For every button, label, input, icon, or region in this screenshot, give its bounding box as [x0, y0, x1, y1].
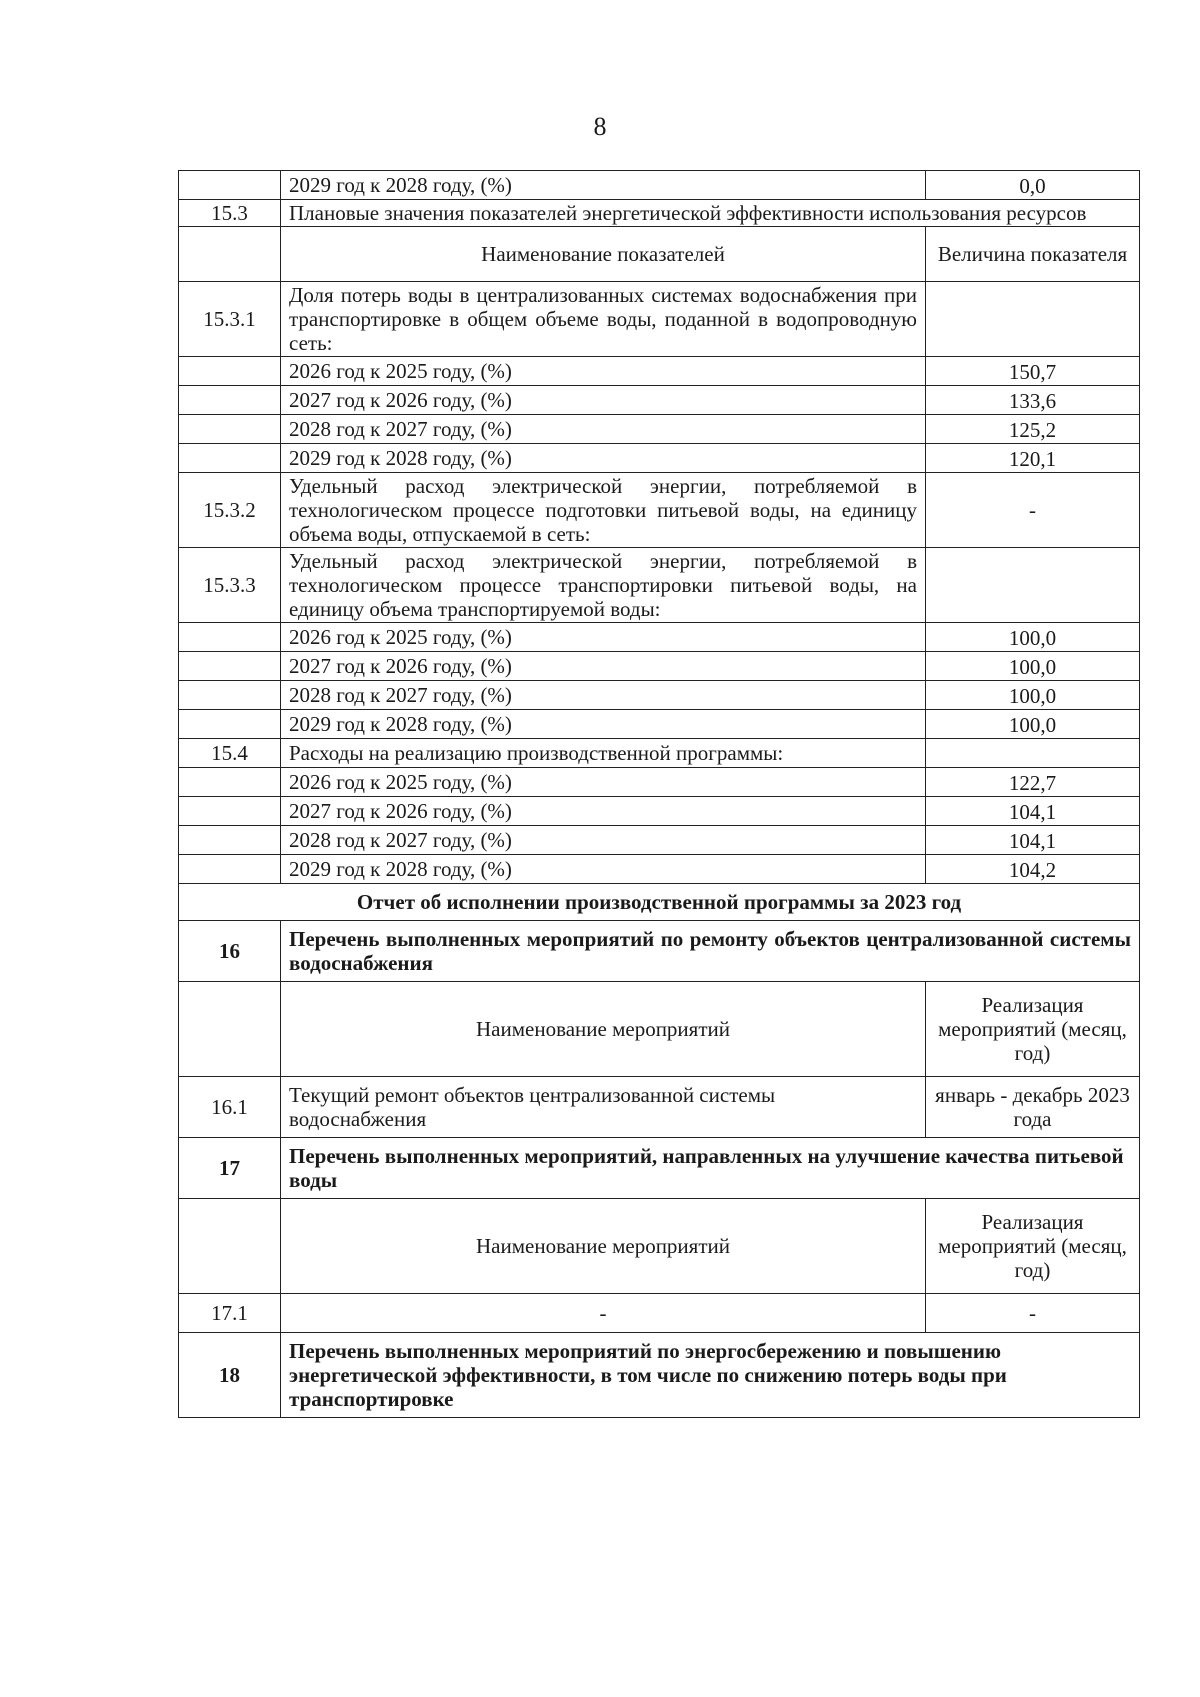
page-number: 8 [593, 112, 607, 141]
row-value: 104,2 [926, 855, 1140, 884]
row-value: 100,0 [926, 681, 1140, 710]
column-header-value: Реализация мероприятий (месяц, год) [926, 982, 1140, 1077]
table-row-section-17 [179, 1138, 1140, 1199]
row-number-cell [179, 415, 281, 444]
table-row [179, 415, 1140, 444]
row-number-cell [179, 623, 281, 652]
table-row-15-3-2 [179, 473, 1140, 548]
row-value: январь - декабрь 2023 года [926, 1077, 1140, 1138]
table-row-16-1 [179, 1077, 1140, 1138]
table-row [179, 710, 1140, 739]
row-number-cell [179, 826, 281, 855]
table-row-15-3-3 [179, 548, 1140, 623]
document-table [178, 170, 1140, 1418]
row-number-cell [179, 681, 281, 710]
table-row [179, 623, 1140, 652]
row-value: 120,1 [926, 444, 1140, 473]
row-label: 2027 год к 2026 году, (%) [281, 797, 926, 826]
table-row [179, 386, 1140, 415]
table-row [179, 768, 1140, 797]
row-number-cell [179, 855, 281, 884]
row-value: 125,2 [926, 415, 1140, 444]
row-number: 17.1 [179, 1294, 281, 1333]
section-heading: Плановые значения показателей энергетической эффективности использования ресурсов [281, 200, 1140, 227]
row-label: Удельный расход электрической энергии, потребляемой в технологическом процессе транспортировки питьевой воды, на единицу объема транспортируемой воды: [281, 548, 926, 623]
row-label: 2029 год к 2028 году, (%) [281, 444, 926, 473]
row-number: 15.4 [179, 739, 281, 768]
table-row [179, 855, 1140, 884]
row-label: 2027 год к 2026 году, (%) [281, 652, 926, 681]
row-value: 133,6 [926, 386, 1140, 415]
row-number-cell [179, 710, 281, 739]
row-number-cell [179, 652, 281, 681]
row-label: 2026 год к 2025 году, (%) [281, 623, 926, 652]
row-label: Удельный расход электрической энергии, потребляемой в технологическом процессе подготовки питьевой воды, на единицу объема воды, отпускаемой в сеть: [281, 473, 926, 548]
row-value: 100,0 [926, 652, 1140, 681]
row-number-cell [179, 1199, 281, 1294]
row-value: 104,1 [926, 797, 1140, 826]
row-value: 100,0 [926, 623, 1140, 652]
table-row-section-15-3 [179, 200, 1140, 227]
table-row [179, 681, 1140, 710]
table-row-section-16 [179, 921, 1140, 982]
row-label: 2028 год к 2027 году, (%) [281, 826, 926, 855]
row-number: 15.3.3 [179, 548, 281, 623]
row-number-cell [179, 386, 281, 415]
row-number: 15.3.2 [179, 473, 281, 548]
row-number: 15.3 [179, 200, 281, 227]
table-row [179, 171, 1140, 200]
section-heading: Перечень выполненных мероприятий, направленных на улучшение качества питьевой воды [281, 1138, 1140, 1199]
row-label: Доля потерь воды в централизованных системах водоснабжения при транспортировке в общем объеме воды, поданной в водопроводную сеть: [281, 282, 926, 357]
row-value: 122,7 [926, 768, 1140, 797]
row-value [926, 282, 1140, 357]
column-header-name: Наименование показателей [281, 227, 926, 282]
row-number: 18 [179, 1333, 281, 1418]
row-value: - [926, 473, 1140, 548]
table-row [179, 652, 1140, 681]
row-value: 150,7 [926, 357, 1140, 386]
row-label: 2029 год к 2028 году, (%) [281, 171, 926, 200]
section-heading: Перечень выполненных мероприятий по ремонту объектов централизованной системы водоснабжения [281, 921, 1140, 982]
table-row-15-4 [179, 739, 1140, 768]
row-number: 16 [179, 921, 281, 982]
row-label: Расходы на реализацию производственной программы: [281, 739, 926, 768]
row-number-cell [179, 797, 281, 826]
table-row-17-1 [179, 1294, 1140, 1333]
row-value: - [926, 1294, 1140, 1333]
table-row-section-18 [179, 1333, 1140, 1418]
report-title-row [179, 884, 1140, 921]
table-header-row [179, 1199, 1140, 1294]
row-value: 100,0 [926, 710, 1140, 739]
table-row-15-3-1 [179, 282, 1140, 357]
column-header-name: Наименование мероприятий [281, 982, 926, 1077]
row-label: 2027 год к 2026 году, (%) [281, 386, 926, 415]
table-header-row [179, 982, 1140, 1077]
row-value: 104,1 [926, 826, 1140, 855]
row-label: 2026 год к 2025 году, (%) [281, 357, 926, 386]
table-row [179, 357, 1140, 386]
table-row [179, 826, 1140, 855]
row-number: 17 [179, 1138, 281, 1199]
column-header-value: Реализация мероприятий (месяц, год) [926, 1199, 1140, 1294]
table-row [179, 797, 1140, 826]
report-title: Отчет об исполнении производственной программы за 2023 год [179, 884, 1140, 921]
row-value [926, 739, 1140, 768]
table-row [179, 444, 1140, 473]
column-header-value: Величина показателя [926, 227, 1140, 282]
row-value: 0,0 [926, 171, 1140, 200]
row-label: - [281, 1294, 926, 1333]
section-heading: Перечень выполненных мероприятий по энергосбережению и повышению энергетической эффективности, в том числе по снижению потерь воды при транспортировке [281, 1333, 1140, 1418]
row-value [926, 548, 1140, 623]
column-header-name: Наименование мероприятий [281, 1199, 926, 1294]
row-number-cell [179, 444, 281, 473]
row-label: 2028 год к 2027 году, (%) [281, 681, 926, 710]
row-label: 2029 год к 2028 году, (%) [281, 855, 926, 884]
row-label: Текущий ремонт объектов централизованной системы водоснабжения [281, 1077, 926, 1138]
row-number: 15.3.1 [179, 282, 281, 357]
table-header-row [179, 227, 1140, 282]
row-number-cell [179, 982, 281, 1077]
row-number-cell [179, 768, 281, 797]
row-label: 2028 год к 2027 году, (%) [281, 415, 926, 444]
row-label: 2026 год к 2025 году, (%) [281, 768, 926, 797]
row-label: 2029 год к 2028 году, (%) [281, 710, 926, 739]
row-number-cell [179, 357, 281, 386]
row-number-cell [179, 171, 281, 200]
row-number-cell [179, 227, 281, 282]
row-number: 16.1 [179, 1077, 281, 1138]
